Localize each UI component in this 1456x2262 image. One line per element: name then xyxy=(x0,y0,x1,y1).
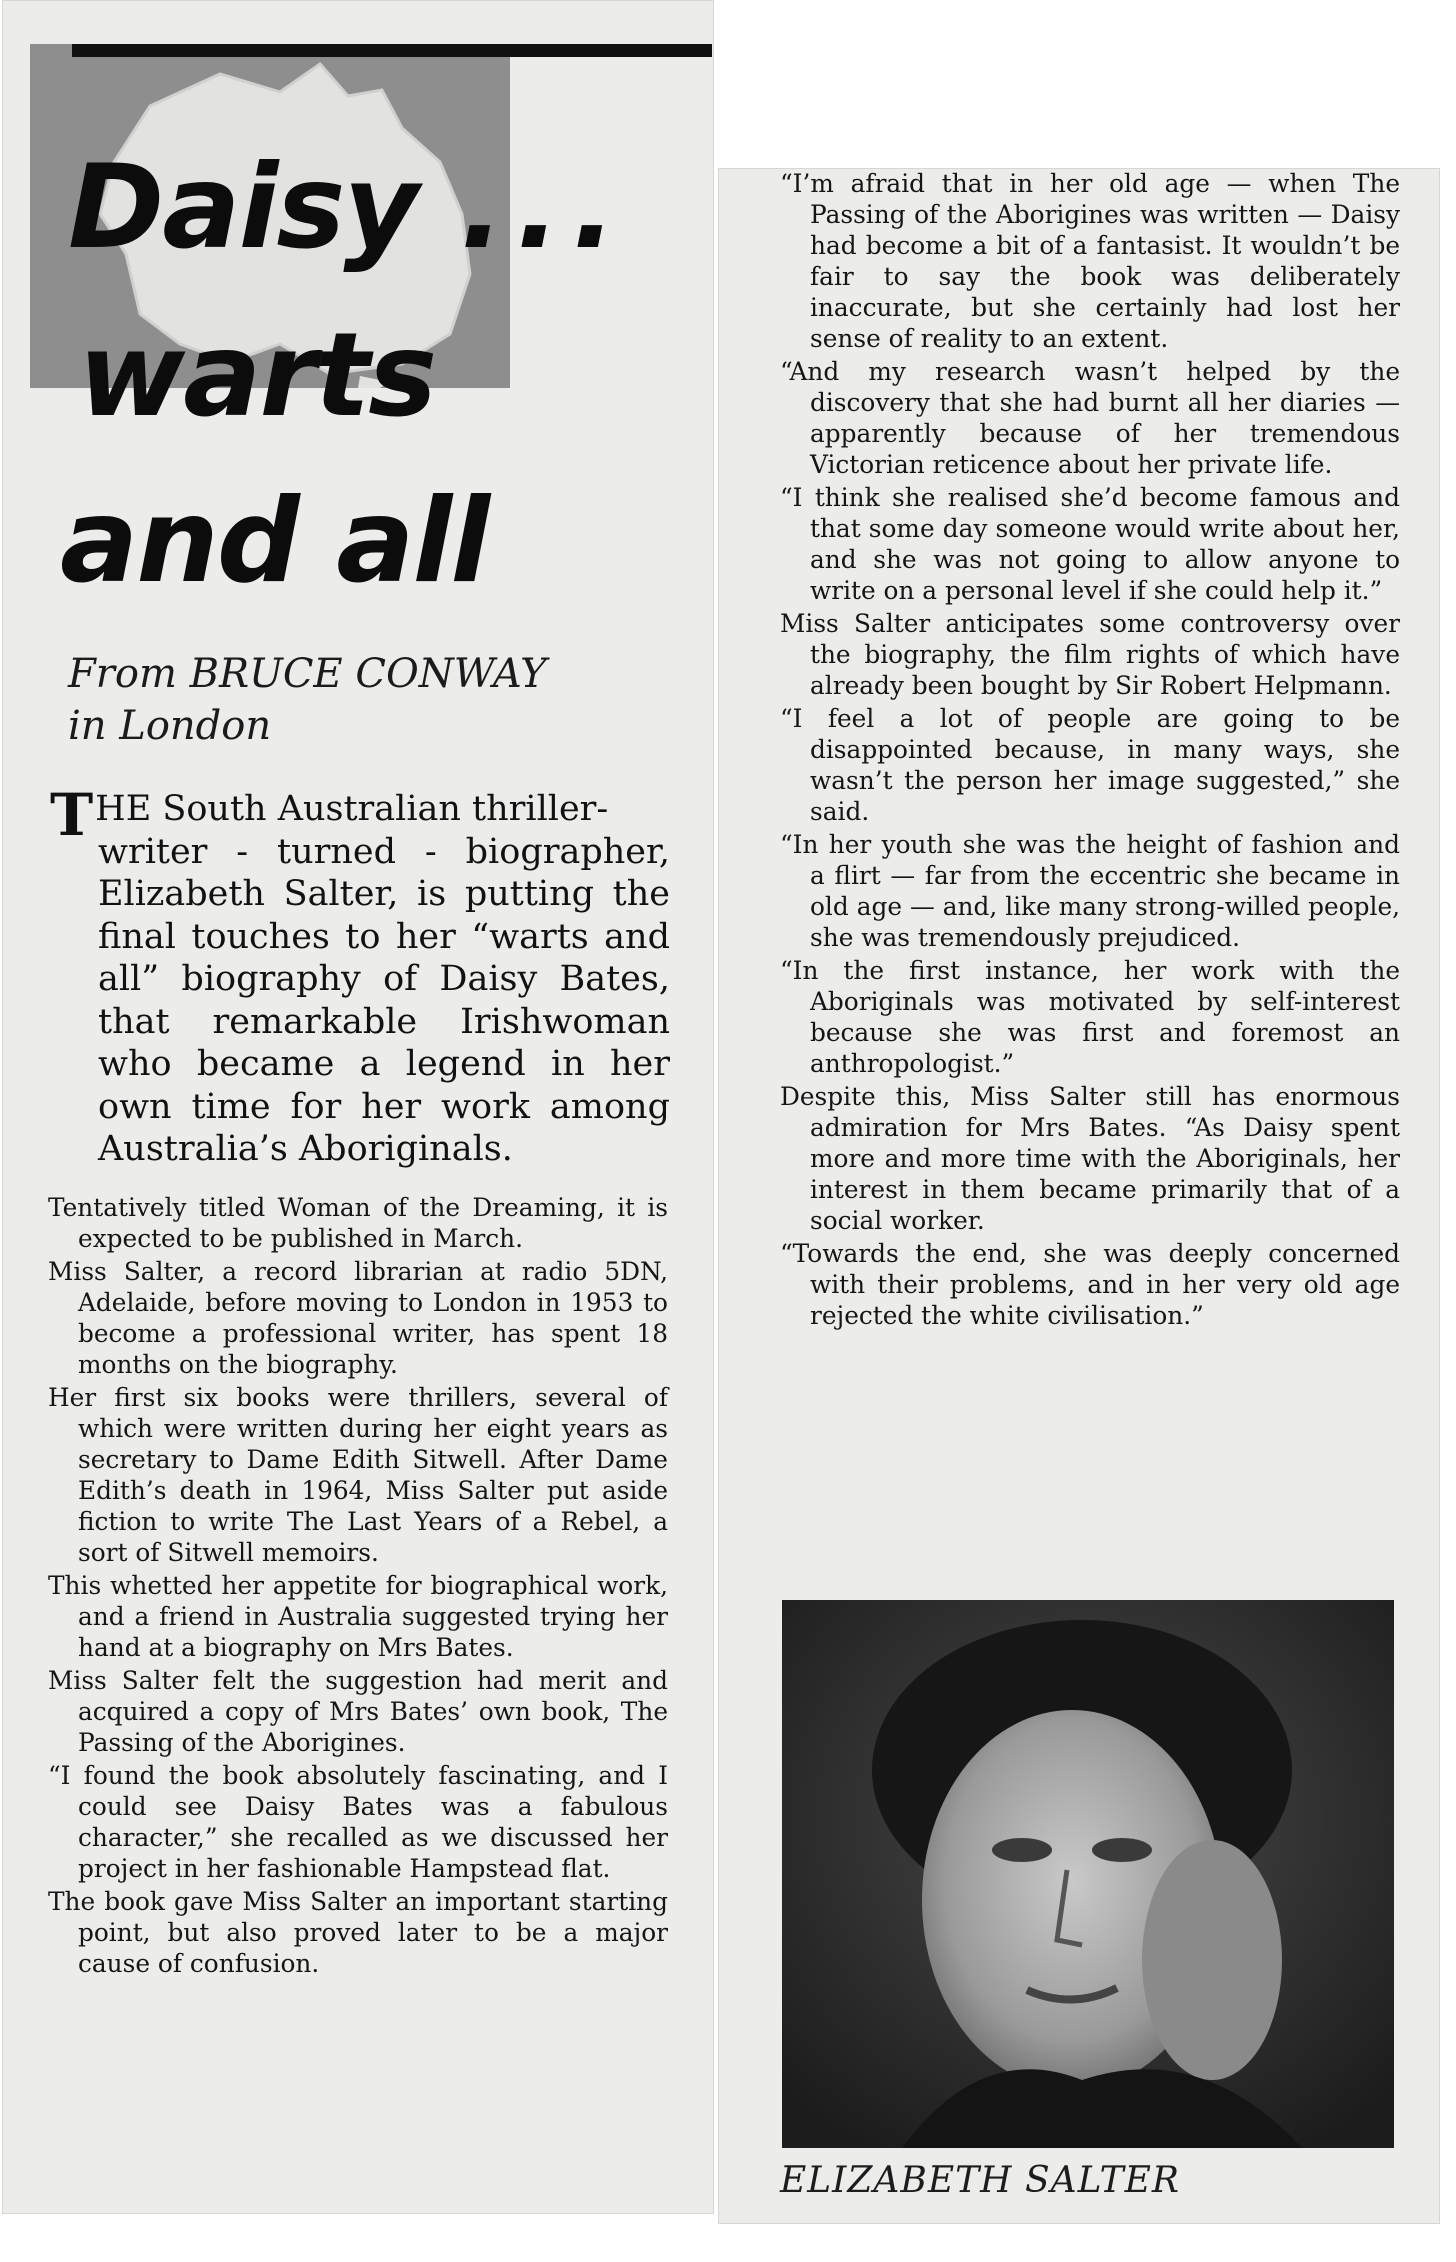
left-column xyxy=(48,1192,668,1981)
paragraph: This whetted her appetite for biographical work, and a friend in Australia suggested trying her hand at a biography on Mrs Bates. xyxy=(48,1571,668,1662)
headline-line-1: Daisy xyxy=(68,140,417,275)
byline-location: in London xyxy=(68,703,272,749)
drop-cap: T xyxy=(50,781,94,849)
paragraph: “In her youth she was the height of fashion and a flirt — far from the eccentric she became in old age — and, like many strong-willed people, she was tremendously prejudiced. xyxy=(780,830,1400,952)
right-column xyxy=(780,168,1400,1333)
byline-author: From BRUCE CONWAY xyxy=(68,651,547,697)
headline-line-2: warts xyxy=(78,308,436,443)
portrait-photo xyxy=(782,1600,1394,2148)
paragraph: Miss Salter felt the suggestion had merit and acquired a copy of Mrs Bates’ own book, The Passing of the Aborigines. xyxy=(48,1666,668,1757)
paragraph: Despite this, Miss Salter still has enormous admiration for Mrs Bates. “As Daisy spent more and more time with the Aboriginals, her interest in them became primarily that of a social worker. xyxy=(780,1082,1400,1235)
paragraph: Miss Salter, a record librarian at radio 5DN, Adelaide, before moving to London in 1953 to become a professional writer, has spent 18 months on the biography. xyxy=(48,1257,668,1379)
headline-rule xyxy=(72,44,712,57)
photo-caption: ELIZABETH SALTER xyxy=(780,2160,1181,2201)
paragraph: Her first six books were thrillers, several of which were written during her eight years as secretary to Dame Edith Sitwell. After Dame Edith’s death in 1964, Miss Salter put aside fiction to write The Last Years of a Rebel, a sort of Sitwell memoirs. xyxy=(48,1383,668,1567)
paragraph: “I’m afraid that in her old age — when The Passing of the Aborigines was written — Daisy had become a bit of a fantasist. It wouldn’t be fair to say the book was deliberately inaccurate, but she certainly had lost her sense of reality to an extent. xyxy=(780,169,1400,353)
paragraph: “Towards the end, she was deeply concerned with their problems, and in her very old age rejected the white civilisation.” xyxy=(780,1239,1400,1330)
paragraph: Tentatively titled Woman of the Dreaming, it is expected to be published in March. xyxy=(48,1193,668,1253)
byline xyxy=(68,648,668,752)
headline-ellipsis: ... xyxy=(460,140,629,275)
paragraph: “I found the book absolutely fascinating, and I could see Daisy Bates was a fabulous character,” she recalled as we discussed her project in her fashionable Hampstead flat. xyxy=(48,1761,668,1883)
lead-first-line: HE South Australian thriller- xyxy=(95,789,609,829)
lead-body: writer - turned - biographer, Elizabeth Salter, is putting the final touches to her “warts and all” biography of Daisy Bates, that remarkable Irishwoman who became a legend in her own time for her work among Australia’s Aboriginals. xyxy=(98,831,670,1169)
paragraph: “I feel a lot of people are going to be disappointed because, in many ways, she wasn’t the person her image suggested,” she said. xyxy=(780,704,1400,826)
portrait-photo-icon xyxy=(782,1600,1394,2148)
paragraph: “And my research wasn’t helped by the discovery that she had burnt all her diaries — apparently because of her tremendous Victorian reticence about her private life. xyxy=(780,357,1400,479)
lead-paragraph xyxy=(50,781,670,1171)
paragraph: “I think she realised she’d become famous and that some day someone would write about her, and she was not going to allow anyone to write on a personal level if she could help it.” xyxy=(780,483,1400,605)
headline-line-3: and all xyxy=(60,474,489,609)
paragraph: The book gave Miss Salter an important starting point, but also proved later to be a major cause of confusion. xyxy=(48,1887,668,1978)
paragraph: Miss Salter anticipates some controversy over the biography, the film rights of which have already been bought by Sir Robert Helpmann. xyxy=(780,609,1400,700)
paragraph: “In the first instance, her work with the Aboriginals was motivated by self-interest because she was first and foremost an anthropologist.” xyxy=(780,956,1400,1078)
